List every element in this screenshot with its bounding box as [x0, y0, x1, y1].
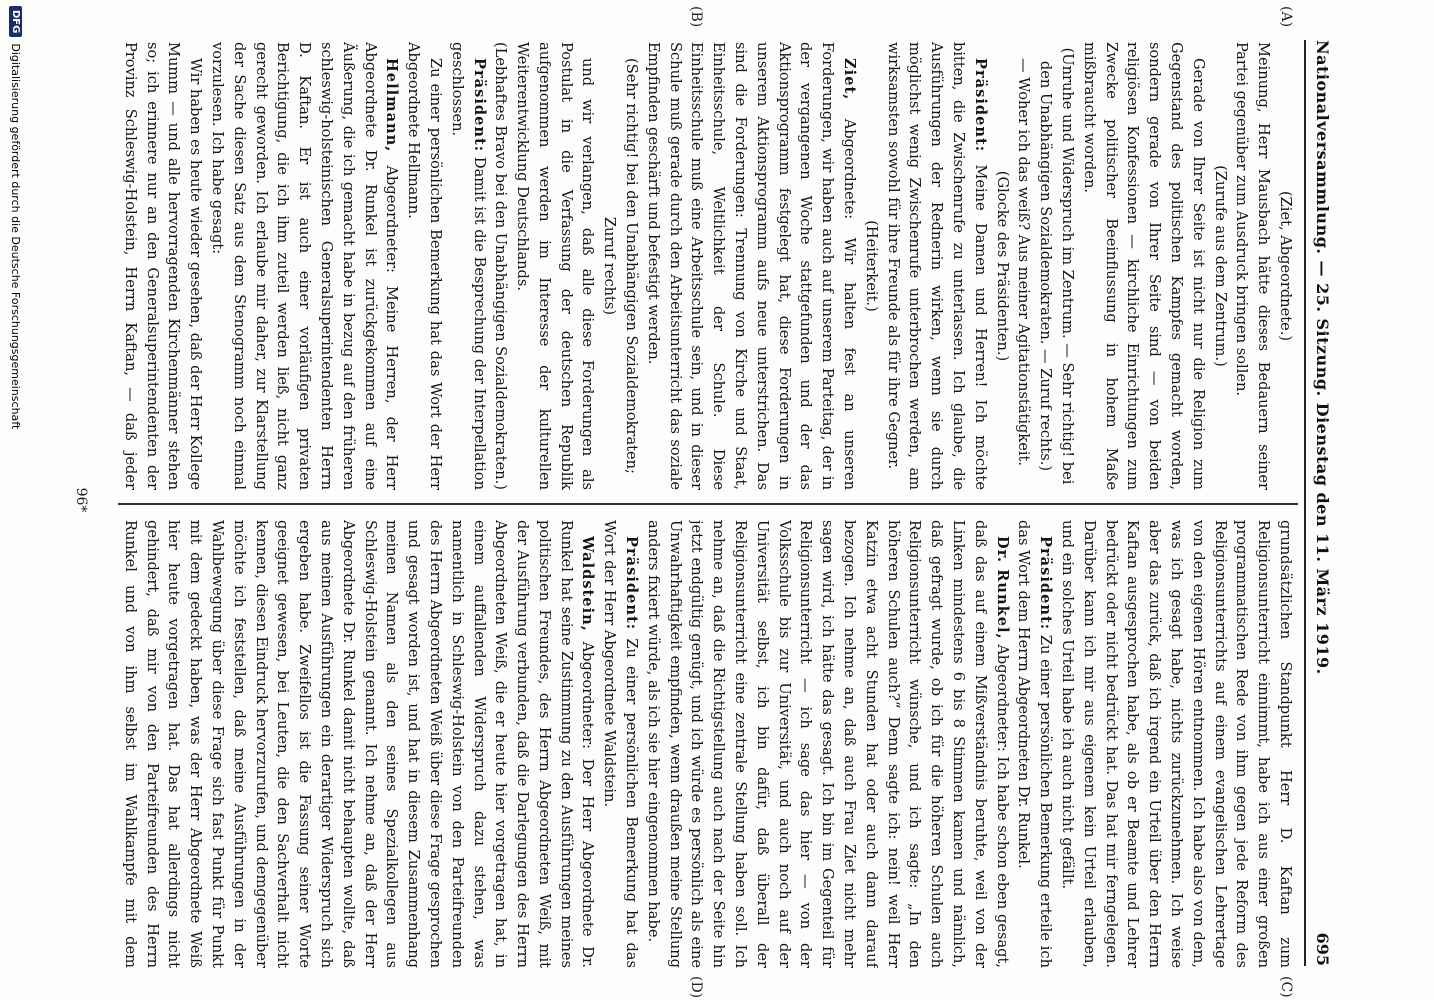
paragraph: [116, 520, 599, 968]
paragraph-text: (Unruhe und Widerspruch im Zentrum. — Sehr richtig! bei den Unabhängigen Sozialdemokraten. — Zuruf rechts.): [1037, 47, 1077, 485]
margin-mark-b: (B): [688, 6, 704, 28]
paragraph: [1078, 42, 1209, 490]
paragraph: [1056, 520, 1296, 968]
funder-strip: [2, 0, 30, 1000]
paragraph: [1231, 42, 1275, 490]
paragraph: [1013, 520, 1057, 968]
speaker-name: Präsident:: [470, 58, 488, 153]
paragraph-text: (Sehr richtig! bei den Unabhängigen Sozialdemokraten; Zuruf rechts): [601, 58, 641, 474]
right-column: [116, 520, 1296, 968]
stage-direction: [490, 42, 512, 490]
paragraph-text: und wir verlangen, daß alle diese Forderungen als Postulat in die Verfassung der deutschen Republik aufgenommen werden im Interesse der kulturellen Weiterentwicklung Deutschlands.: [514, 42, 597, 490]
signature-mark: 96*: [73, 487, 89, 513]
paragraph: [206, 42, 402, 490]
paragraph-text: (Ziet, Abgeordnete.): [1277, 190, 1294, 342]
paragraph-text: Abgeordneter: Der Herr Abgeordnete Dr. Runkel hat seine Zustimmung zu den Ausführungen meines politischen Freundes, des Herrn Abgeordneten Weiß, mit der Ausführung verbunden, daß die Darlegungen des Herrn Abgeordneten Weiß, die er heute hier vorgetragen hat, in einem auffallenden Widerspruch dazu stehen, was namentlich in Schleswig-Holstein von den Parteifreunden des Herrn Abgeordneten Weiß über diese Frage gesprochen und gesagt worden ist, und hat in diesem Zusammenhang meinen Namen als den seines Spezialkollegen aus Schleswig-Holstein genannt. Ich nehme an, daß der Herr Abgeordnete Dr. Runkel damit nicht behaupten wollte, daß aus meinen Ausführungen ein derartiger Widerspruch sich ergeben habe. Zweifellos ist die Fassung seiner Worte geeignet gewesen, bei Leuten, die den Sachverhalt nicht kennen, diesen Eindruck hervorzurufen, und demgegenüber möchte ich feststellen, daß meine Ausführungen in der Wahlbewegung über diese Frage sich fast Punkt für Punkt mit dem gedeckt haben, was der Herr Abgeordnete Weiß hier heute vorgetragen hat. Das hat allerdings nicht gehindert, daß mir von den Parteifreunden des Herrn Runkel und von ihm selbst im Wahlkampfe mit dem: [121, 520, 597, 968]
paragraph: [882, 42, 991, 490]
paragraph: [116, 42, 206, 490]
speaker-name: Präsident:: [1037, 536, 1055, 631]
paragraph: [599, 520, 643, 968]
margin-mark-d: (D): [688, 976, 704, 999]
paragraph-text: Wir haben es heute wieder gesehen, daß der Herr Kollege Mumm — und alle hervorragenden Kirchenmänner stehen so; ich erinnere nur an den Generalsuperintendenten der Provinz Schleswig-Holstein, Herrn Kaftan, — daß jeder: [121, 42, 205, 490]
paragraph-text: Damit ist die Besprechung der Interpellation geschlossen.: [448, 42, 488, 490]
paragraph-text: (Zurufe aus dem Zentrum.): [1211, 165, 1229, 367]
stage-direction: [1274, 42, 1296, 490]
paragraph-text: Abgeordneter: Ich habe schon eben gesagt, daß das auf einem Mißverständnis beruhte, weil von der Linken mindestens 6 bis 8 Stimmen kamen und nämlich, daß gefragt wurde, ob ich für die höheren Schulen auch Religionsunterricht wünsche, und ich sagte: „In den höheren Schulen auch?“ Denn sagte ich: nein! weil Herr Katzin etwa acht Stunden hat oder auch dann darauf bezogen. Ich nehme an, daß auch Frau Ziet nicht mehr sagen wird, ich hätte das gesagt. Ich bin im Gegenteil für Religionsunterricht — ich sage das hier — von der Volksschule bis zur Universität, und auch noch auf der Universität selbst, ich bin dafür, daß überall der Religionsunterricht eine zentrale Stellung haben soll. Ich nehme an, daß die Richtigstellung auch nach der Seite hin jetzt endgültig genügt, und ich würde es persönlich als eine Unwahrhaftigkeit empfinden, wenn draußen meine Stellung anders fixiert würde, als ich sie hier eingenommen habe.: [644, 520, 1011, 968]
stage-direction: [599, 42, 643, 490]
page-header: [1308, 40, 1338, 966]
paragraph-text: Zu einer persönlichen Bemerkung hat das Wort der Herr Abgeordnete Waldstein.: [601, 520, 641, 968]
stage-direction: [860, 42, 882, 490]
header-rule: [1304, 40, 1306, 966]
margin-mark-c: (C): [1278, 976, 1294, 998]
speaker-name: Ziet,: [841, 58, 859, 101]
paragraph-text: — Woher ich das weiß? Aus meiner Agitationstätigkeit.: [1015, 58, 1033, 467]
stage-direction: [1209, 42, 1231, 490]
paragraph: [446, 42, 490, 490]
paragraph-text: Zu einer persönlichen Bemerkung hat das Wort der Herr Abgeordnete Hellmann.: [405, 42, 444, 490]
paragraph-text: Abgeordnete: Wir halten fest an unseren Forderungen, wir haben auch auf unserem Parteitag, der in der vergangenen Woche stattgefunden und der das Aktionsprogramm festgelegt hat, diese Forderungen in unserem Aktionsprogramm aufs neue unterstrichen. Das sind die Forderungen: Trennung von Kirche und Staat, Einheitsschule, Weltlichkeit der Schule. Diese Einheitsschule muß eine Arbeitsschule sein, und in dieser Schule muß gerade durch den Arbeitsunterricht das soziale Empfinden geschärft und befestigt werden.: [644, 42, 859, 490]
left-column: [116, 42, 1296, 490]
paragraph-text: Gerade von Ihrer Seite ist nicht nur die Religion zum Gegenstand des politischen Kampfes gemacht worden, sondern gerade von Ihrer Seite sind — von beiden religiösen Konfessionen — kirchliche Einrichtungen zum Zwecke politischer Beeinflussung in hohem Maße mißbraucht worden.: [1080, 42, 1207, 490]
paragraph: [402, 42, 446, 490]
paragraph: [642, 42, 860, 490]
stage-direction: [991, 42, 1013, 490]
speaker-name: Hellmann,: [383, 58, 401, 153]
page-number: 695: [1313, 932, 1333, 966]
margin-mark-a: (A): [1278, 6, 1294, 28]
paragraph: [1013, 42, 1035, 490]
column-divider: [118, 503, 1298, 505]
paragraph-text: Abgeordneter: Meine Herren, der Herr Abgeordnete Dr. Runkel ist zurückgekommen auf eine Äußerung, die ich gemacht habe in bezug auf den früheren schleswig-holsteinischen Generalsuperintendenten Herrn D. Kaftan. Er ist auch einer vorläufigen privaten Berichtigung, die ich ihm zuteil werden ließ, nicht ganz gerecht geworden. Ich erlaube mir daher, zur Klarstellung der Sache diesen Satz aus dem Stenogramm noch einmal vorzulesen. Ich habe gesagt:: [208, 42, 401, 490]
page-title: Nationalversammlung. — 25. Sitzung. Dienstag den 11. März 1919.: [1313, 40, 1333, 675]
paragraph-text: Zu einer persönlichen Bemerkung erteile ich das Wort dem Herrn Abgeordneten Dr. Runkel.: [1015, 520, 1055, 968]
paragraph-text: Meine Damen und Herren! Ich möchte bitten, die Zwischenrufe zu unterlassen. Ich glaube, die Ausführungen der Rednerin wirken, wenn sie durch möglichst wenig Zwischenrufe unterbrochen werden, am wirksamsten sowohl für ihre Freunde als für ihre Gegner.: [884, 42, 989, 490]
paragraph-text: (Lebhaftes Bravo bei den Unabhängigen Sozialdemokraten.): [492, 42, 510, 490]
stage-direction: [1034, 42, 1078, 490]
speaker-name: Waldstein,: [579, 536, 597, 632]
speaker-name: Dr. Runkel,: [993, 536, 1011, 640]
paragraph-text: (Heiterkeit.): [862, 220, 880, 312]
dfg-logo: DFG: [10, 6, 23, 37]
paragraph-text: (Glocke des Präsidenten.): [993, 170, 1011, 362]
paragraph: [511, 42, 598, 490]
funder-text: Digitalisierung gefördert durch die Deutsche Forschungsgemeinschaft: [9, 43, 23, 430]
speaker-name: Präsident:: [971, 58, 989, 153]
paragraph-text: grundsätzlichen Standpunkt Herr D. Kaftan zum Religionsunterricht einnimmt, habe ich aus einer großen programmatischen Rede von ihm gegen jede Reform des Religionsunterrichts auf einem evangelischen Lehrertage von den eigenen Hören entnommen. Ich habe also von dem, was ich gesagt habe, nichts zurückzunehmen. Ich weise aber das zurück, daß ich irgend ein Urteil über den Herrn Kaftan ausgesprochen habe, als ob er Beamte und Lehrer bedrückt oder nicht bedrückt hat. Das hat mir ferngelegen. Darüber kann ich mir aus eigenem kein Urteil erlauben, und ein solches Urteil habe ich auch nicht gefällt.: [1059, 520, 1294, 968]
paragraph: [642, 520, 1013, 968]
speaker-name: Präsident:: [623, 536, 641, 631]
paragraph-text: Meinung, Herr Mausbach hätte dieses Bedauern seiner Partei gegenüber zum Ausdruck bringen sollen.: [1233, 42, 1273, 490]
